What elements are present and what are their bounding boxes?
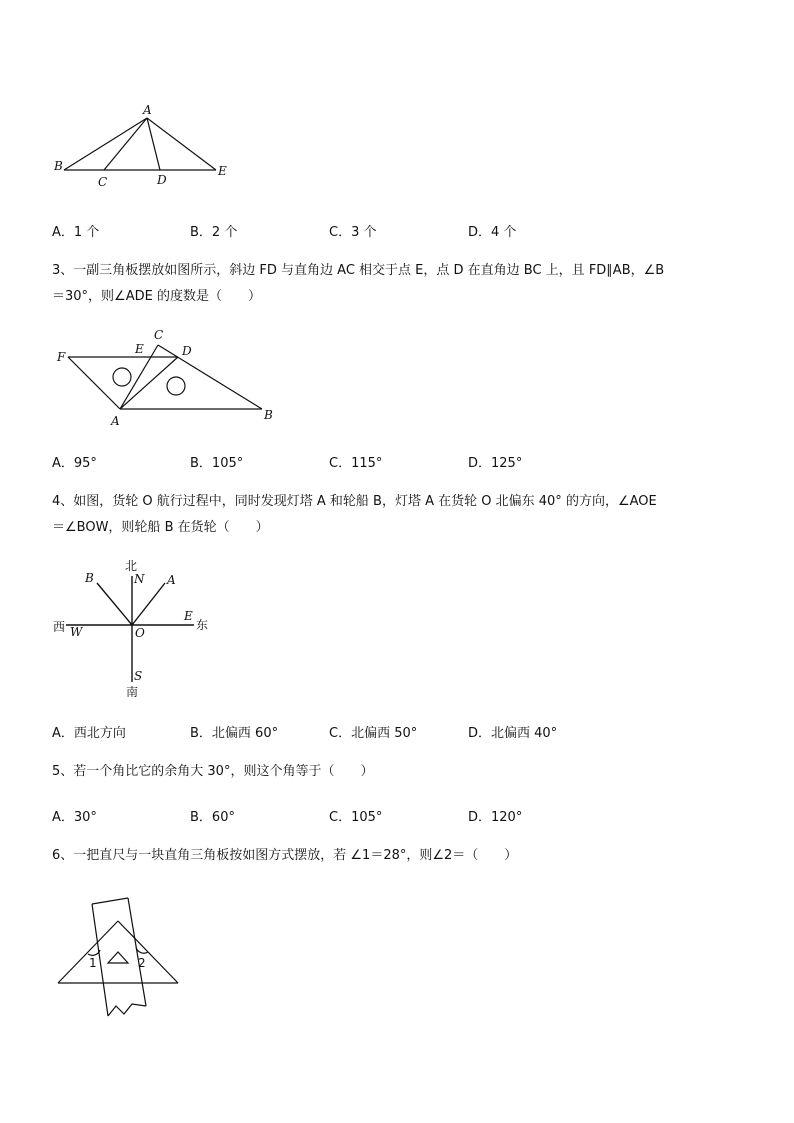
q3-stem-line2: ＝30°，则∠ADE 的度数是（ ） xyxy=(52,289,261,304)
figure-compass xyxy=(0,550,300,700)
label-A: A xyxy=(111,414,120,428)
label-B: B xyxy=(54,159,63,173)
label-D: D xyxy=(157,173,167,187)
q6-stem: 6、一把直尺与一块直角三角板按如图方式摆放，若 ∠1＝28°，则∠2＝（ ） xyxy=(52,848,518,863)
label-B: B xyxy=(85,571,94,585)
label-O: O xyxy=(135,626,145,640)
label-west: 西 xyxy=(53,620,66,634)
q4-option-d[interactable]: D．北偏西 40° xyxy=(468,726,558,741)
q3-stem xyxy=(52,258,752,310)
q5-option-d[interactable]: D．120° xyxy=(468,810,523,825)
q4-option-c[interactable]: C．北偏西 50° xyxy=(329,726,418,741)
q5-stem: 5、若一个角比它的余角大 30°，则这个角等于（ ） xyxy=(52,764,374,779)
label-C: C xyxy=(98,175,108,189)
q4-option-b[interactable]: B．北偏西 60° xyxy=(190,726,279,741)
label-E: E xyxy=(135,342,144,356)
label-N: N xyxy=(134,572,145,586)
q4-stem-line1: 4、如图，货轮 O 航行过程中，同时发现灯塔 A 和轮船 B，灯塔 A 在货轮 O 北偏东 40° 的方向，∠AOE xyxy=(52,494,657,509)
q3-option-c[interactable]: C．115° xyxy=(329,456,383,471)
q3-option-b[interactable]: B．105° xyxy=(190,456,244,471)
label-north: 北 xyxy=(125,559,138,573)
label-angle-1: 1 xyxy=(89,956,97,970)
q2-option-c[interactable]: C．3 个 xyxy=(329,225,377,240)
label-A: A xyxy=(167,573,176,587)
label-B: B xyxy=(264,408,273,422)
q3-option-d[interactable]: D．125° xyxy=(468,456,523,471)
q3-stem-line1: 3、一副三角板摆放如图所示，斜边 FD 与直角边 AC 相交于点 E，点 D 在直角边 BC 上，且 FD∥AB，∠B xyxy=(52,263,665,278)
label-E: E xyxy=(184,609,193,623)
label-C: C xyxy=(154,328,164,342)
label-east: 东 xyxy=(196,618,209,632)
q4-stem xyxy=(52,489,752,541)
label-W: W xyxy=(70,625,83,639)
q5-option-b[interactable]: B．60° xyxy=(190,810,235,825)
q2-option-b[interactable]: B．2 个 xyxy=(190,225,238,240)
q5-option-a[interactable]: A．30° xyxy=(52,810,97,825)
label-S: S xyxy=(134,669,143,683)
q5-option-c[interactable]: C．105° xyxy=(329,810,383,825)
figure-set-squares xyxy=(0,320,300,440)
q2-option-a[interactable]: A．1 个 xyxy=(52,225,100,240)
label-D: D xyxy=(182,344,192,358)
figure-ruler-triangle xyxy=(0,890,220,1030)
label-E: E xyxy=(218,164,227,178)
q4-stem-line2: ＝∠BOW，则轮船 B 在货轮（ ） xyxy=(52,520,269,535)
figure-triangle-abcde xyxy=(0,0,794,200)
label-A: A xyxy=(143,103,152,117)
label-angle-2: 2 xyxy=(138,956,146,970)
label-F: F xyxy=(57,350,66,364)
q4-option-a[interactable]: A．西北方向 xyxy=(52,726,126,741)
q2-option-d[interactable]: D．4 个 xyxy=(468,225,517,240)
label-south: 南 xyxy=(126,685,139,699)
q3-option-a[interactable]: A．95° xyxy=(52,456,97,471)
